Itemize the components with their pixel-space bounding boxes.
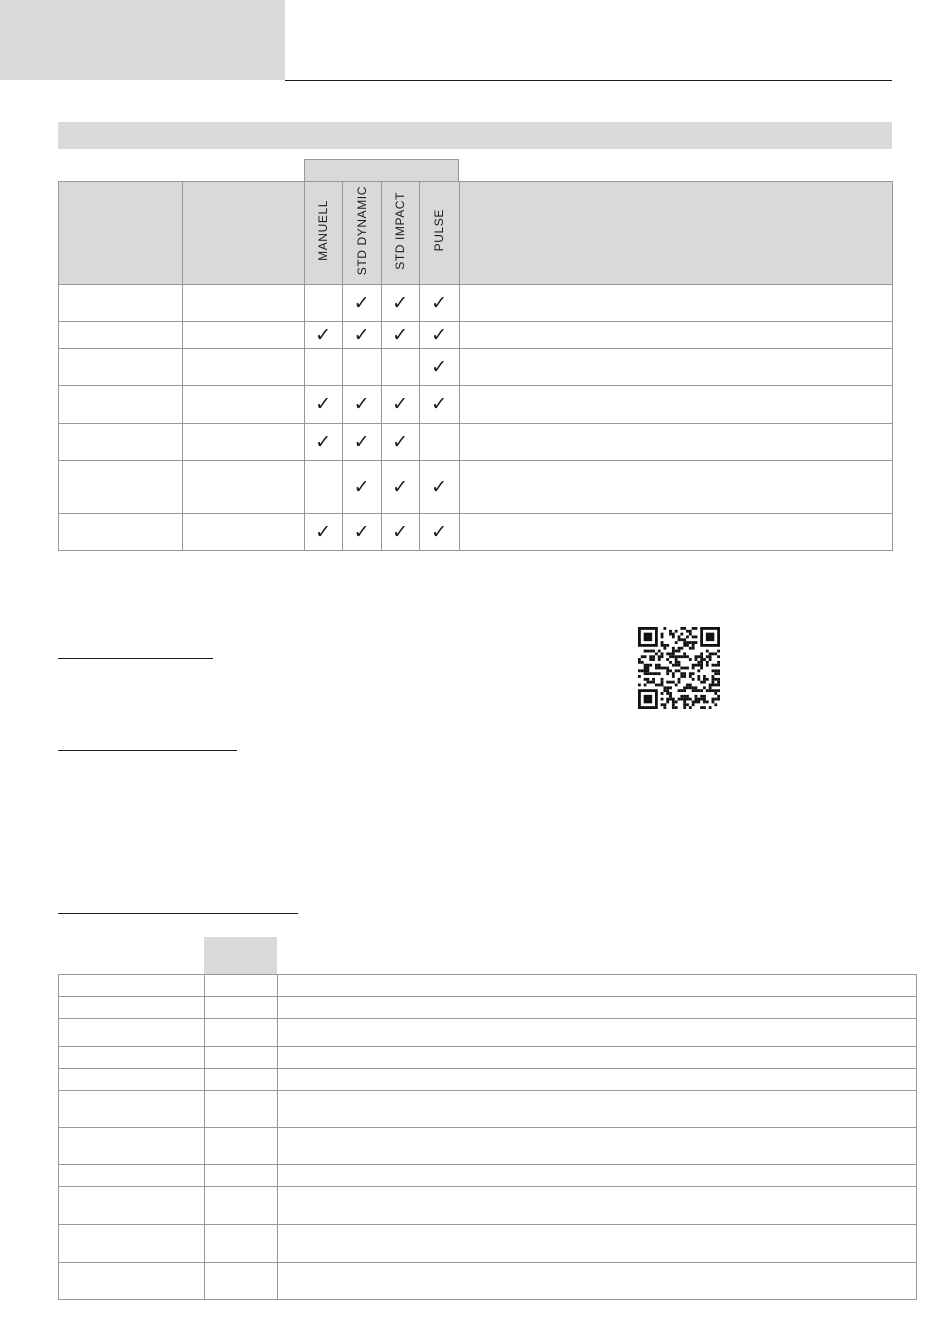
description-cell (459, 322, 892, 349)
parameter-cell (59, 1091, 205, 1128)
value-cell (204, 1165, 277, 1187)
description-cell (277, 1165, 916, 1187)
table-row (59, 1069, 917, 1091)
mode-label: MANUELL (316, 200, 331, 261)
check-icon: ✓ (315, 521, 332, 543)
table-row (59, 285, 893, 322)
value-cell (204, 1069, 277, 1091)
table-row (59, 461, 893, 514)
check-icon: ✓ (431, 476, 447, 498)
table-row (59, 322, 893, 349)
mode-check-cell (419, 322, 459, 349)
bottom-table-column-header (204, 937, 277, 974)
header-cell-mode-2 (381, 182, 419, 285)
description-cell (459, 424, 892, 461)
mode-check-cell (381, 349, 419, 386)
value-cell (204, 997, 277, 1019)
description-cell (459, 349, 892, 386)
mode-check-cell (419, 285, 459, 322)
mode-check-cell (381, 285, 419, 322)
mode-check-cell (342, 424, 381, 461)
setting-cell (182, 424, 304, 461)
mode-check-cell (304, 461, 342, 514)
check-icon: ✓ (392, 476, 409, 498)
parameter-cell (59, 997, 205, 1019)
function-cell (59, 461, 183, 514)
table-row (59, 1165, 917, 1187)
function-cell (59, 386, 183, 424)
check-icon: ✓ (392, 292, 409, 314)
mode-check-cell (304, 514, 342, 551)
mode-label: STD DYNAMIC (354, 185, 369, 276)
table-row (59, 1047, 917, 1069)
value-cell (204, 1047, 277, 1069)
description-cell (459, 386, 892, 424)
header-cell-function (59, 182, 183, 285)
setting-cell (182, 285, 304, 322)
function-cell (59, 514, 183, 551)
mode-label: PULSE (432, 209, 447, 252)
mode-check-cell (304, 322, 342, 349)
header-cell-mode-0 (304, 182, 342, 285)
function-cell (59, 322, 183, 349)
table-row (59, 1263, 917, 1300)
description-cell (277, 1128, 916, 1165)
mode-check-cell (381, 514, 419, 551)
mode-check-cell (342, 285, 381, 322)
header-cell-setting (182, 182, 304, 285)
mode-check-cell (342, 386, 381, 424)
setting-cell (182, 349, 304, 386)
check-icon: ✓ (431, 292, 447, 314)
function-cell (59, 349, 183, 386)
check-icon: ✓ (431, 394, 447, 415)
table-row (59, 349, 893, 386)
qr-code-icon (638, 627, 720, 709)
check-icon: ✓ (392, 324, 409, 346)
parameter-cell (59, 1187, 205, 1225)
mode-check-cell (304, 349, 342, 386)
mode-check-cell (381, 386, 419, 424)
table-row (59, 997, 917, 1019)
value-cell (204, 1019, 277, 1047)
check-icon: ✓ (315, 394, 332, 415)
mode-check-cell (342, 461, 381, 514)
check-icon: ✓ (353, 324, 370, 346)
mode-compatibility-table (58, 181, 893, 551)
table-row (59, 386, 893, 424)
value-cell (204, 975, 277, 997)
header-cell-mode-1 (342, 182, 381, 285)
description-cell (277, 1187, 916, 1225)
description-cell (277, 1047, 916, 1069)
check-icon: ✓ (431, 356, 447, 378)
header-cell-description (459, 182, 892, 285)
mode-check-cell (419, 424, 459, 461)
header-cell-mode-3 (419, 182, 459, 285)
description-cell (459, 514, 892, 551)
setting-cell (182, 461, 304, 514)
check-icon: ✓ (315, 324, 332, 346)
table-row (59, 1187, 917, 1225)
parameter-table (58, 974, 917, 1300)
description-cell (459, 461, 892, 514)
check-icon: ✓ (353, 476, 370, 498)
description-cell (277, 1263, 916, 1300)
link-underline-3[interactable] (58, 913, 298, 914)
check-icon: ✓ (353, 521, 370, 543)
parameter-cell (59, 1069, 205, 1091)
value-cell (204, 1128, 277, 1165)
mode-check-cell (419, 514, 459, 551)
mode-check-cell (342, 349, 381, 386)
table-row (59, 1225, 917, 1263)
description-cell (277, 1225, 916, 1263)
description-cell (459, 285, 892, 322)
value-cell (204, 1263, 277, 1300)
mode-check-cell (304, 424, 342, 461)
description-cell (277, 975, 916, 997)
parameter-cell (59, 1128, 205, 1165)
parameter-cell (59, 1047, 205, 1069)
mode-check-cell (304, 285, 342, 322)
mode-check-cell (419, 349, 459, 386)
function-cell (59, 424, 183, 461)
description-cell (277, 1091, 916, 1128)
mode-check-cell (342, 514, 381, 551)
check-icon: ✓ (392, 431, 409, 453)
check-icon: ✓ (353, 431, 370, 453)
mode-check-cell (342, 322, 381, 349)
parameter-cell (59, 1263, 205, 1300)
check-icon: ✓ (315, 431, 332, 453)
mode-check-cell (419, 461, 459, 514)
description-cell (277, 1019, 916, 1047)
link-underline-1[interactable] (58, 658, 213, 659)
parameter-cell (59, 1165, 205, 1187)
check-icon: ✓ (353, 292, 370, 314)
table-header-row (59, 182, 893, 285)
header-rule (285, 80, 892, 81)
mode-check-cell (381, 424, 419, 461)
mode-check-cell (304, 386, 342, 424)
function-cell (59, 285, 183, 322)
check-icon: ✓ (392, 521, 409, 543)
table-row (59, 1019, 917, 1047)
table-row (59, 1128, 917, 1165)
parameter-cell (59, 975, 205, 997)
setting-cell (182, 322, 304, 349)
table-row (59, 975, 917, 997)
parameter-cell (59, 1019, 205, 1047)
description-cell (277, 997, 916, 1019)
link-underline-2[interactable] (58, 750, 237, 751)
mode-check-cell (381, 461, 419, 514)
setting-cell (182, 514, 304, 551)
value-cell (204, 1225, 277, 1263)
parameter-cell (59, 1225, 205, 1263)
mode-check-cell (381, 322, 419, 349)
setting-cell (182, 386, 304, 424)
table-row (59, 514, 893, 551)
check-icon: ✓ (431, 521, 447, 543)
table-row (59, 1091, 917, 1128)
check-icon: ✓ (392, 394, 409, 415)
check-icon: ✓ (431, 324, 447, 346)
section-title-bar (58, 122, 892, 149)
mode-check-cell (419, 386, 459, 424)
mode-label: STD IMPACT (393, 191, 408, 270)
header-title-box (0, 0, 285, 80)
value-cell (204, 1187, 277, 1225)
description-cell (277, 1069, 916, 1091)
mode-group-header (304, 159, 459, 181)
value-cell (204, 1091, 277, 1128)
check-icon: ✓ (353, 394, 370, 415)
table-row (59, 424, 893, 461)
